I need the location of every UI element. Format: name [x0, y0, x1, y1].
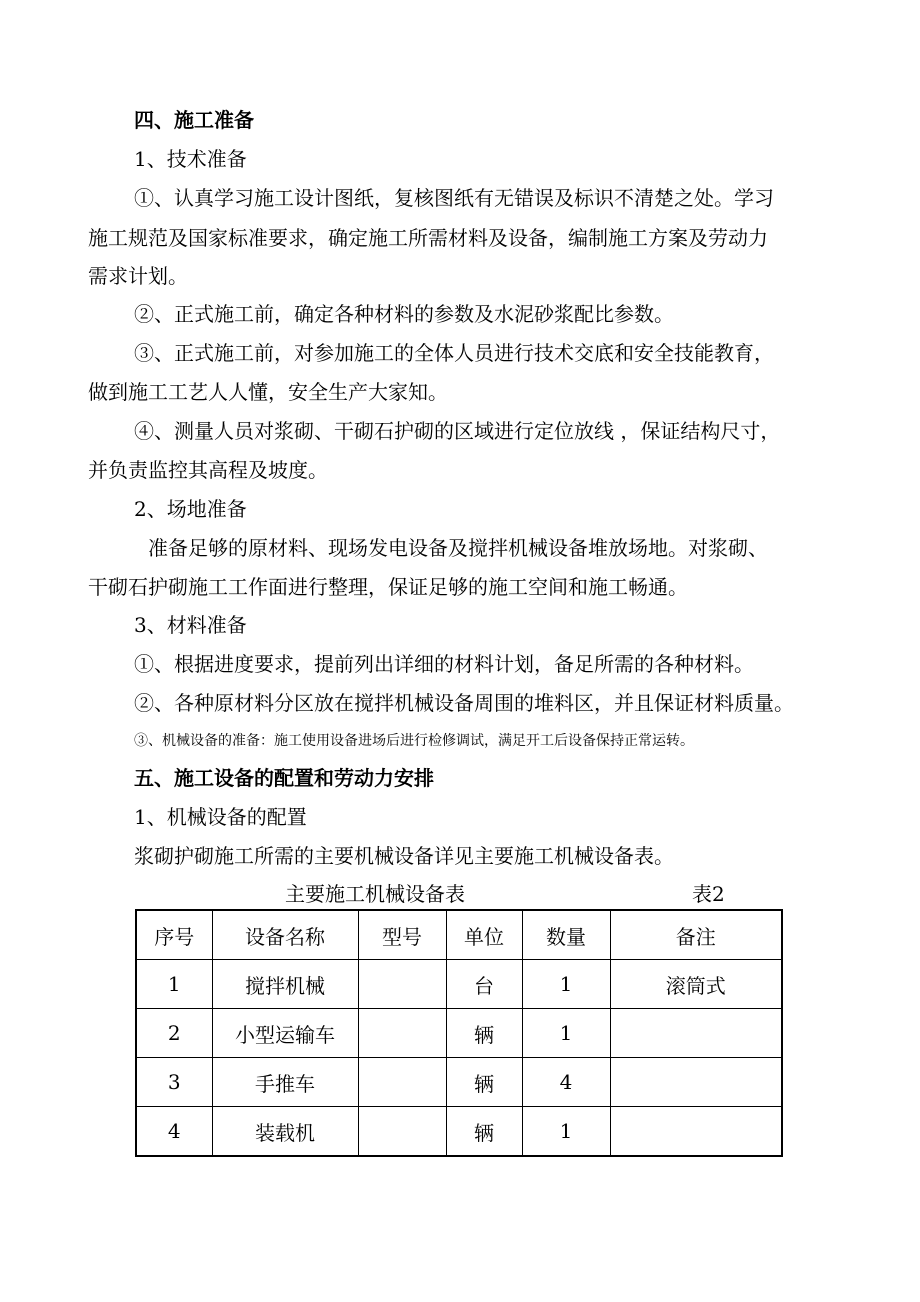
table-cell: [610, 1107, 782, 1157]
table-cell: 辆: [446, 1058, 522, 1107]
equipment-config-title: 1、机械设备的配置: [134, 805, 307, 829]
table-cell: 小型运输车: [212, 1009, 358, 1058]
table-row: [136, 1009, 782, 1058]
table-cell: 2: [136, 1009, 212, 1058]
header-cell: 型号: [358, 910, 446, 960]
table-row: [136, 1107, 782, 1157]
table-cell: 1: [522, 1009, 610, 1058]
table-cell: [610, 1009, 782, 1058]
table-cell: 4: [522, 1058, 610, 1107]
material-item-3: ③、机械设备的准备：施工使用设备进场后进行检修调试，满足开工后设备保持正常运转。: [134, 733, 694, 749]
table-cell: 装载机: [212, 1107, 358, 1157]
table-cell: 手推车: [212, 1058, 358, 1107]
tech-item-4-line-1: ④、测量人员对浆砌、干砌石护砌的区域进行定位放线 ，保证结构尺寸，: [134, 419, 781, 443]
table-cell: [358, 960, 446, 1009]
table-cell: 辆: [446, 1009, 522, 1058]
table-row: [136, 1058, 782, 1107]
section-5-title: 五、施工设备的配置和劳动力安排: [134, 766, 434, 790]
site-prep-text-line-1: 准备足够的原材料、现场发电设备及搅拌机械设备堆放场地。对浆砌、: [148, 536, 768, 560]
material-item-1: ①、根据进度要求，提前列出详细的材料计划，备足所需的各种材料。: [134, 652, 754, 676]
header-cell: 设备名称: [212, 910, 358, 960]
table-cell: [358, 1107, 446, 1157]
tech-item-2: ②、正式施工前，确定各种材料的参数及水泥砂浆配比参数。: [134, 302, 674, 326]
table-cell: 1: [522, 960, 610, 1009]
tech-item-1-line-1: ①、认真学习施工设计图纸，复核图纸有无错误及标识不清楚之处。学习: [134, 186, 774, 210]
header-cell: 数量: [522, 910, 610, 960]
tech-item-3-line-1: ③、正式施工前，对参加施工的全体人员进行技术交底和安全技能教育，: [134, 341, 774, 365]
table-cell: 1: [522, 1107, 610, 1157]
header-cell: 备注: [610, 910, 782, 960]
table-cell: 搅拌机械: [212, 960, 358, 1009]
table-number: 表2: [692, 882, 725, 906]
header-cell: 单位: [446, 910, 522, 960]
table-cell: 辆: [446, 1107, 522, 1157]
table-row: [136, 960, 782, 1009]
site-prep-title: 2、场地准备: [134, 497, 247, 521]
tech-prep-title: 1、技术准备: [134, 147, 247, 171]
table-cell: 4: [136, 1107, 212, 1157]
table-cell: [610, 1058, 782, 1107]
material-item-2: ②、各种原材料分区放在搅拌机械设备周围的堆料区，并且保证材料质量。: [134, 691, 794, 715]
table-cell: [358, 1058, 446, 1107]
header-cell: 序号: [136, 910, 212, 960]
material-prep-title: 3、材料准备: [134, 613, 247, 637]
equipment-config-text: 浆砌护砌施工所需的主要机械设备详见主要施工机械设备表。: [134, 844, 674, 868]
site-prep-text-line-2: 干砌石护砌施工工作面进行整理，保证足够的施工空间和施工畅通。: [88, 575, 688, 599]
table-cell: [358, 1009, 446, 1058]
tech-item-3-line-2: 做到施工工艺人人懂，安全生产大家知。: [88, 380, 448, 404]
table-caption: 主要施工机械设备表: [285, 882, 465, 906]
table-cell: 1: [136, 960, 212, 1009]
table-cell: 滚筒式: [610, 960, 782, 1009]
tech-item-1-line-2: 施工规范及国家标准要求，确定施工所需材料及设备，编制施工方案及劳动力: [88, 226, 768, 250]
table-cell: 台: [446, 960, 522, 1009]
equipment-table: [135, 909, 783, 1157]
tech-item-4-line-2: 并负责监控其高程及坡度。: [88, 458, 328, 482]
section-4-title: 四、施工准备: [134, 108, 254, 132]
table-cell: 3: [136, 1058, 212, 1107]
tech-item-1-line-3: 需求计划。: [88, 264, 188, 288]
table-header-row: [136, 910, 782, 960]
